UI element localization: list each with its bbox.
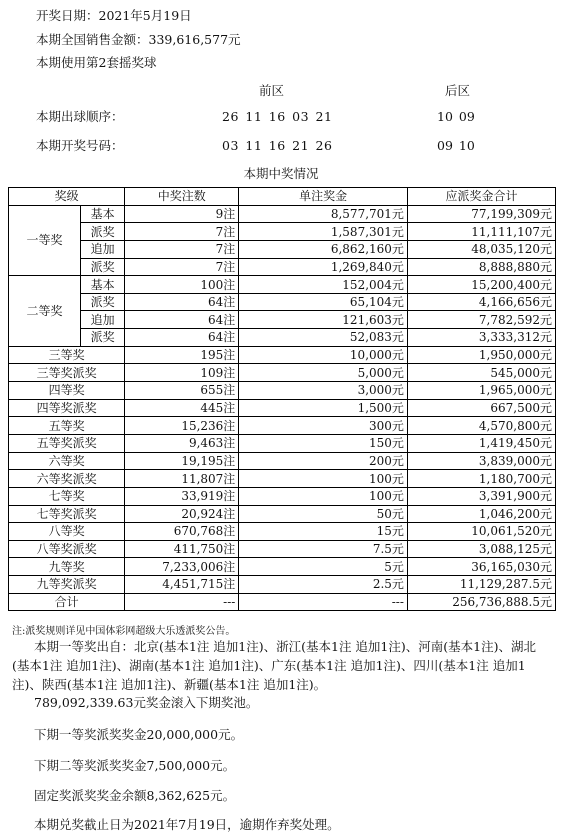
grand-total-cell: 256,736,888.5元 xyxy=(407,593,555,611)
winner-count-cell: 7注 xyxy=(125,223,239,241)
prize-total-cell: 3,839,000元 xyxy=(407,452,555,470)
winning-numbers-row xyxy=(0,138,562,154)
back-zone-label: 后区 xyxy=(445,83,471,98)
prize-level-cell: 七等奖 xyxy=(9,487,125,505)
table-row xyxy=(9,329,556,347)
table-row xyxy=(9,205,556,223)
prize-amount-cell: 5,000元 xyxy=(239,364,408,382)
prize-amount-cell: 10,000元 xyxy=(239,346,408,364)
sub-type-cell: 追加 xyxy=(80,240,124,258)
prize-amount-cell: 121,603元 xyxy=(239,311,408,329)
table-row xyxy=(9,240,556,258)
prize-total-cell: 4,166,656元 xyxy=(407,293,555,311)
header-amount: 单注奖金 xyxy=(239,188,408,206)
prize-total-cell: 1,419,450元 xyxy=(407,434,555,452)
next-first-prize-bonus: 下期一等奖派奖奖金20,000,000元。 xyxy=(34,727,244,742)
sales-amount: 本期全国销售金额：339,616,577元 xyxy=(36,32,241,47)
prize-amount-cell: 2.5元 xyxy=(239,576,408,594)
prize-level-cell: 四等奖 xyxy=(9,382,125,400)
prize-amount-cell: 1,587,301元 xyxy=(239,223,408,241)
sub-type-cell: 派奖 xyxy=(80,258,124,276)
prize-table-title: 本期中奖情况 xyxy=(243,166,319,181)
winner-count-cell: 109注 xyxy=(125,364,239,382)
table-row xyxy=(9,576,556,594)
prize-total-cell: 15,200,400元 xyxy=(407,276,555,294)
prize-total-cell: 11,129,287.5元 xyxy=(407,576,555,594)
header-count: 中奖注数 xyxy=(125,188,239,206)
table-row xyxy=(9,399,556,417)
prize-total-cell: 10,061,520元 xyxy=(407,523,555,541)
total-row xyxy=(9,593,556,611)
sub-type-cell: 基本 xyxy=(80,276,124,294)
table-row xyxy=(9,293,556,311)
sub-type-cell: 派奖 xyxy=(80,223,124,241)
rollover-amount: 789,092,339.63元奖金滚入下期奖池。 xyxy=(34,695,259,710)
winner-count-cell: 670,768注 xyxy=(125,523,239,541)
prize-total-cell: 77,199,309元 xyxy=(407,205,555,223)
winner-count-cell: 64注 xyxy=(125,329,239,347)
table-row xyxy=(9,470,556,488)
draw-zone-header xyxy=(0,83,562,99)
table-row xyxy=(9,417,556,435)
table-row xyxy=(9,382,556,400)
table-row xyxy=(9,258,556,276)
prize-total-cell: 667,500元 xyxy=(407,399,555,417)
front-zone-label: 前区 xyxy=(259,83,285,98)
winning-front-numbers: 03 11 16 21 26 xyxy=(222,138,333,153)
prize-amount-cell: 200元 xyxy=(239,452,408,470)
next-second-prize-bonus: 下期二等奖派奖奖金7,500,000元。 xyxy=(34,758,236,773)
prize-amount-cell: 150元 xyxy=(239,434,408,452)
ball-set-info: 本期使用第2套摇奖球 xyxy=(36,55,157,70)
winner-count-cell: 19,195注 xyxy=(125,452,239,470)
prize-total-cell: 3,088,125元 xyxy=(407,540,555,558)
header-level: 奖级 xyxy=(9,188,125,206)
prize-level-cell: 九等奖派奖 xyxy=(9,576,125,594)
prize-total-cell: 1,950,000元 xyxy=(407,346,555,364)
prize-total-cell: 1,180,700元 xyxy=(407,470,555,488)
prize-amount-cell: 1,500元 xyxy=(239,399,408,417)
draw-order-row xyxy=(0,109,562,125)
prize-level-cell: 一等奖 xyxy=(9,205,81,276)
prize-level-cell: 五等奖派奖 xyxy=(9,434,125,452)
table-row xyxy=(9,311,556,329)
prize-level-cell: 四等奖派奖 xyxy=(9,399,125,417)
sub-type-cell: 派奖 xyxy=(80,329,124,347)
table-row xyxy=(9,434,556,452)
winner-count-cell: 9注 xyxy=(125,205,239,223)
table-row xyxy=(9,505,556,523)
prize-level-cell: 八等奖派奖 xyxy=(9,540,125,558)
prize-total-cell: 7,782,592元 xyxy=(407,311,555,329)
draw-order-label: 本期出球顺序： xyxy=(36,109,124,124)
prize-amount-cell: 7.5元 xyxy=(239,540,408,558)
prize-total-cell: 8,888,880元 xyxy=(407,258,555,276)
table-row xyxy=(9,223,556,241)
prize-amount-cell: 100元 xyxy=(239,487,408,505)
prize-level-cell: 八等奖 xyxy=(9,523,125,541)
prize-total-cell: 1,965,000元 xyxy=(407,382,555,400)
prize-table xyxy=(8,187,556,611)
table-row xyxy=(9,276,556,294)
winner-count-cell: 33,919注 xyxy=(125,487,239,505)
winner-count-cell: 64注 xyxy=(125,311,239,329)
winner-count-cell: 7注 xyxy=(125,240,239,258)
table-row xyxy=(9,558,556,576)
sub-type-cell: 追加 xyxy=(80,311,124,329)
prize-amount-cell: 152,004元 xyxy=(239,276,408,294)
draw-order-back-numbers: 10 09 xyxy=(437,109,475,124)
prize-total-cell: 11,111,107元 xyxy=(407,223,555,241)
prize-level-cell: 三等奖派奖 xyxy=(9,364,125,382)
winner-count-cell: 7注 xyxy=(125,258,239,276)
prize-level-cell: 五等奖 xyxy=(9,417,125,435)
total-label-cell: 合计 xyxy=(9,593,125,611)
prize-amount-cell: 6,862,160元 xyxy=(239,240,408,258)
sub-type-cell: 派奖 xyxy=(80,293,124,311)
prize-amount-cell: 100元 xyxy=(239,470,408,488)
table-row xyxy=(9,346,556,364)
winner-count-cell: 195注 xyxy=(125,346,239,364)
table-row xyxy=(9,452,556,470)
winner-count-cell: 655注 xyxy=(125,382,239,400)
prize-amount-cell: 8,577,701元 xyxy=(239,205,408,223)
winner-count-cell: 411,750注 xyxy=(125,540,239,558)
prize-total-cell: 36,165,030元 xyxy=(407,558,555,576)
prize-amount-cell: 65,104元 xyxy=(239,293,408,311)
prize-total-cell: 545,000元 xyxy=(407,364,555,382)
winning-numbers-label: 本期开奖号码： xyxy=(36,138,124,153)
prize-total-cell: 3,391,900元 xyxy=(407,487,555,505)
prize-level-cell: 六等奖派奖 xyxy=(9,470,125,488)
table-row xyxy=(9,523,556,541)
winner-count-cell: 11,807注 xyxy=(125,470,239,488)
prize-amount-cell: 15元 xyxy=(239,523,408,541)
total-count-cell: --- xyxy=(125,593,239,611)
prize-level-cell: 九等奖 xyxy=(9,558,125,576)
winning-back-numbers: 09 10 xyxy=(437,138,475,153)
prize-amount-cell: 3,000元 xyxy=(239,382,408,400)
winner-count-cell: 15,236注 xyxy=(125,417,239,435)
claim-deadline: 本期兑奖截止日为2021年7月19日，逾期作弃奖处理。 xyxy=(34,817,340,832)
winner-count-cell: 4,451,715注 xyxy=(125,576,239,594)
winner-count-cell: 100注 xyxy=(125,276,239,294)
prize-table-header-row xyxy=(9,188,556,206)
prize-level-cell: 二等奖 xyxy=(9,276,81,347)
winner-count-cell: 445注 xyxy=(125,399,239,417)
prize-total-cell: 3,333,312元 xyxy=(407,329,555,347)
prize-total-cell: 48,035,120元 xyxy=(407,240,555,258)
table-row xyxy=(9,487,556,505)
table-row xyxy=(9,540,556,558)
first-prize-origin: 本期一等奖出自：北京(基本1注 追加1注)、浙江(基本1注 追加1注)、河南(基本1注)、湖北(基本1注 追加1注)、湖南(基本1注 追加1注)、广东(基本1注 追加1注)、四川(基本1注 追加1注)、陕西(基本1注 追加1注)、新疆(基本1注 追加1注)。 xyxy=(12,639,536,692)
draw-order-front-numbers: 26 11 16 03 21 xyxy=(222,109,333,124)
header-total: 应派奖金合计 xyxy=(407,188,555,206)
draw-date: 开奖日期：2021年5月19日 xyxy=(36,8,192,23)
bonus-rule-note: 注:派奖规则详见中国体彩网超级大乐透派奖公告。 xyxy=(12,626,236,637)
winner-count-cell: 64注 xyxy=(125,293,239,311)
prize-level-cell: 三等奖 xyxy=(9,346,125,364)
winner-count-cell: 7,233,006注 xyxy=(125,558,239,576)
prize-level-cell: 七等奖派奖 xyxy=(9,505,125,523)
prize-total-cell: 1,046,200元 xyxy=(407,505,555,523)
prize-total-cell: 4,570,800元 xyxy=(407,417,555,435)
winner-count-cell: 20,924注 xyxy=(125,505,239,523)
prize-level-cell: 六等奖 xyxy=(9,452,125,470)
total-amount-cell: --- xyxy=(239,593,408,611)
prize-amount-cell: 300元 xyxy=(239,417,408,435)
prize-amount-cell: 5元 xyxy=(239,558,408,576)
table-row xyxy=(9,364,556,382)
sub-type-cell: 基本 xyxy=(80,205,124,223)
fixed-bonus-balance: 固定奖派奖奖金余额8,362,625元。 xyxy=(34,788,236,803)
prize-amount-cell: 1,269,840元 xyxy=(239,258,408,276)
prize-amount-cell: 52,083元 xyxy=(239,329,408,347)
prize-amount-cell: 50元 xyxy=(239,505,408,523)
winner-count-cell: 9,463注 xyxy=(125,434,239,452)
